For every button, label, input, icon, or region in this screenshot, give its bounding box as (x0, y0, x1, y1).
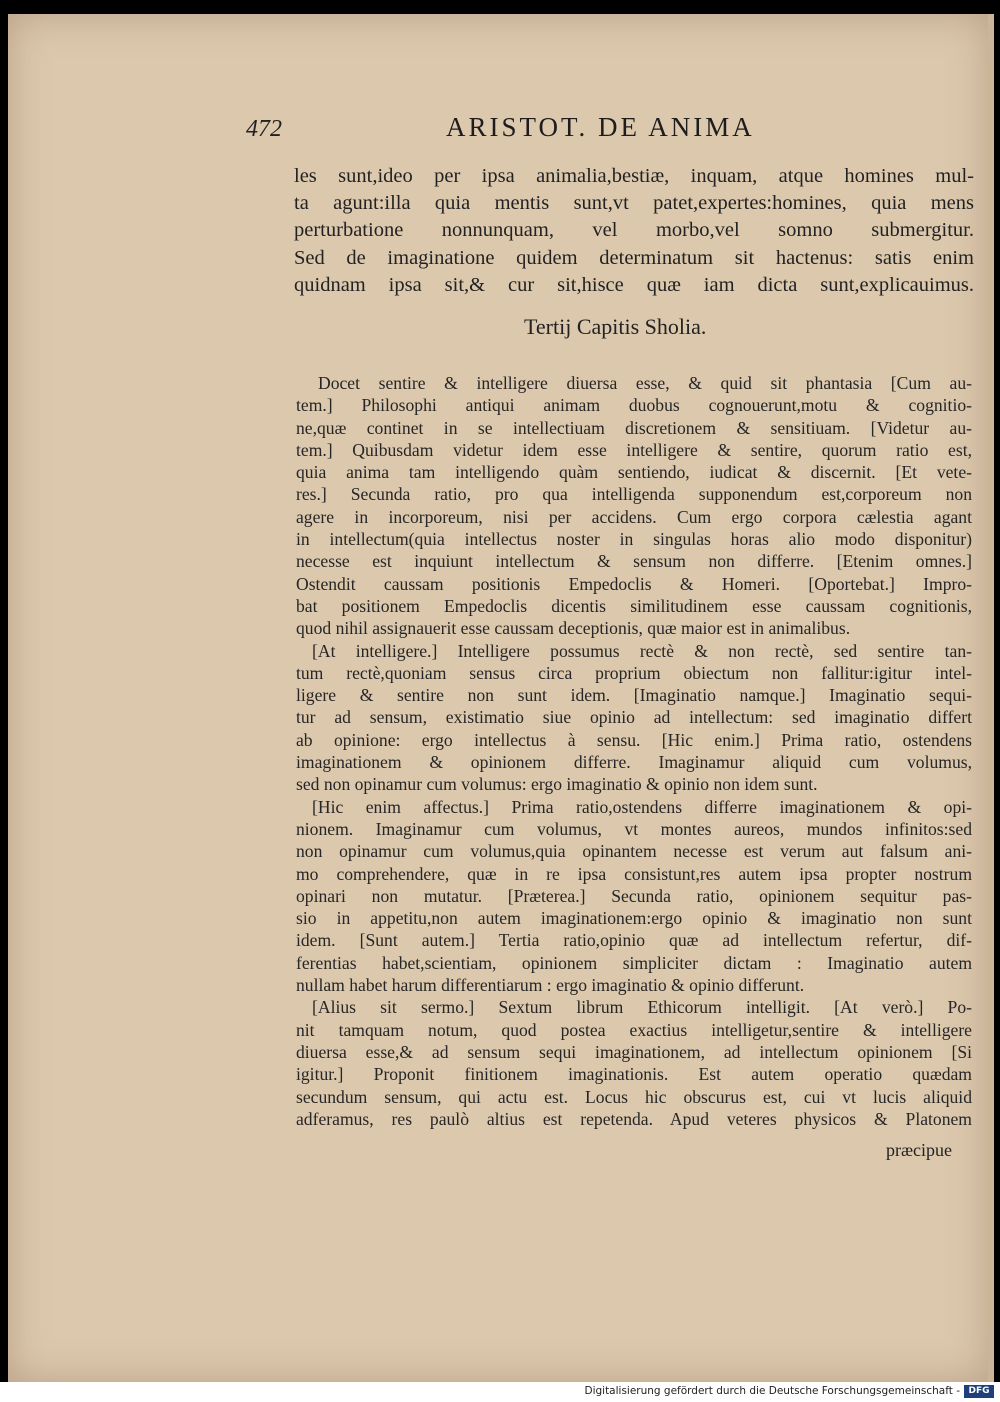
scholia-line: opinari non mutatur. [Præterea.] Secunda ratio, opinionem sequitur pas- (296, 885, 972, 906)
text-line: perturbatione nonnunquam, vel morbo,vel somno submergitur. (294, 219, 974, 242)
scholia-line: bat positionem Empedoclis dicentis similitudinem esse caussam cognitionis, (296, 595, 972, 616)
scholia-line: quod nihil assignauerit esse caussam deceptionis, quæ maior est in animalibus. (296, 618, 851, 639)
scholia-line: igitur.] Proponit finitionem imaginationis. Est autem operatio quædam (296, 1064, 972, 1085)
scholia-line: [Hic enim affectus.] Prima ratio,ostendens differre imaginationem & opi- (312, 796, 972, 817)
scholia-line: imaginationem & opinionem differre. Imaginamur aliquid cum volumus, (296, 752, 972, 773)
text-line: les sunt,ideo per ipsa animalia,bestiæ, inquam, atque homines mul- (294, 165, 974, 187)
scholia-line: tum rectè,quoniam sensus circa proprium obiectum non fallitur:igitur intel- (296, 662, 972, 683)
scholia-line: tur ad sensum, existimatio siue opinio ad intellectum: sed imaginatio differt (296, 707, 972, 728)
scholia-line: adferamus, res paulò altius est repetenda. Apud veteres physicos & Platonem (296, 1108, 972, 1129)
scholia-line: diuersa esse,& ad sensum sequi imaginationem, ad intellectum opinionem [Si (296, 1041, 972, 1062)
scholia-line: Ostendit caussam positionis Empedoclis & Homeri. [Oportebat.] Impro- (296, 573, 972, 594)
scholia-line: in intellectum(quia intellectus noster in singulas horas alio modo disponitur) (296, 529, 972, 550)
scholia-line: nit tamquam notum, quod postea exactius intelligetur,sentire & intelligere (296, 1019, 972, 1040)
scholia-line: sio in appetitu,non autem imaginationem:ergo opinio & imaginatio non sunt (296, 908, 972, 929)
section-title: Tertij Capitis Sholia. (524, 314, 707, 339)
scholia-line: ab opinione: ergo intellectus à sensu. [Hic enim.] Prima ratio, ostendens (296, 729, 972, 750)
footer-credit: Digitalisierung gefördert durch die Deutsche Forschungsgemeinschaft - (584, 1385, 960, 1397)
scholia-line: tem.] Philosophi antiqui animam duobus cognouerunt,motu & cognitio- (296, 395, 972, 416)
scholia-line: sed non opinamur cum volumus: ergo imaginatio & opinio non idem sunt. (296, 774, 818, 795)
catchword: præcipue (886, 1140, 952, 1160)
scholia-line: secundum sensum, qui actu est. Locus hic obscurus est, cui vt lucis aliquid (296, 1086, 972, 1107)
scholia-line: Docet sentire & intelligere diuersa esse, & quid sit phantasia [Cum au- (318, 373, 972, 393)
scholia-line: nullam habet harum differentiarum : ergo imaginatio & opinio differunt. (296, 975, 805, 996)
page-number: 472 (246, 116, 282, 142)
page-edge (988, 14, 994, 1382)
digitization-footer (0, 1382, 1000, 1402)
text-line: ta agunt:illa quia mentis sunt,vt patet,expertes:homines, quia mens (294, 192, 974, 215)
scholia-line: [At intelligere.] Intelligere possumus rectè & non rectè, sed sentire tan- (312, 640, 972, 661)
page-header (240, 112, 820, 148)
scholia-line: [Alius sit sermo.] Sextum librum Ethicorum intelligit. [At verò.] Po- (312, 997, 972, 1018)
scholia-line: agere in incorporeum, nisi per accidens. Cum ergo corpora cælestia agant (296, 506, 972, 527)
scholia-line: res.] Secunda ratio, pro qua intelligenda supponendum est,corporeum non (296, 484, 972, 505)
scholia-line: necesse est inquiunt intellectum & sensum non differre. [Etenim omnes.] (296, 551, 972, 572)
scholia-line: ne,quæ continet in se intellectiuam discretionem & sensitiuam. [Videtur au- (296, 417, 972, 438)
scholia-line: mo comprehendere, quæ in re ipsa consistunt,res autem ipsa propter nostrum (296, 863, 972, 884)
dfg-logo: DFG (964, 1385, 994, 1398)
text-line: quidnam ipsa sit,& cur sit,hisce quæ iam dicta sunt,explicauimus. (294, 273, 974, 296)
scholia-text (296, 372, 972, 1130)
scholia-line: ligere & sentire non sunt idem. [Imaginatio namque.] Imaginatio sequi- (296, 685, 972, 706)
scholia-line: tem.] Quibusdam videtur idem esse intelligere & sentire, quorum ratio est, (296, 439, 972, 460)
running-title: ARISTOT. DE ANIMA (446, 112, 755, 142)
main-text (294, 163, 974, 299)
scholia-line: non opinamur cum volumus,quia opinantem necesse est verum aut falsum ani- (296, 841, 972, 862)
scholia-line: ferentias habet,scientiam, opinionem simpliciter dictam : Imaginatio autem (296, 952, 972, 973)
scholia-line: quia anima tam intelligendo quàm sentiendo, iudicat & discernit. [Et vete- (296, 462, 972, 483)
text-line: Sed de imaginatione quidem determinatum sit hactenus: satis enim (294, 246, 974, 269)
scholia-line: idem. [Sunt autem.] Tertia ratio,opinio quæ ad intellectum refertur, dif- (296, 930, 972, 951)
scholia-line: nionem. Imaginamur cum volumus, vt montes aureos, mundos infinitos:sed (296, 818, 972, 839)
